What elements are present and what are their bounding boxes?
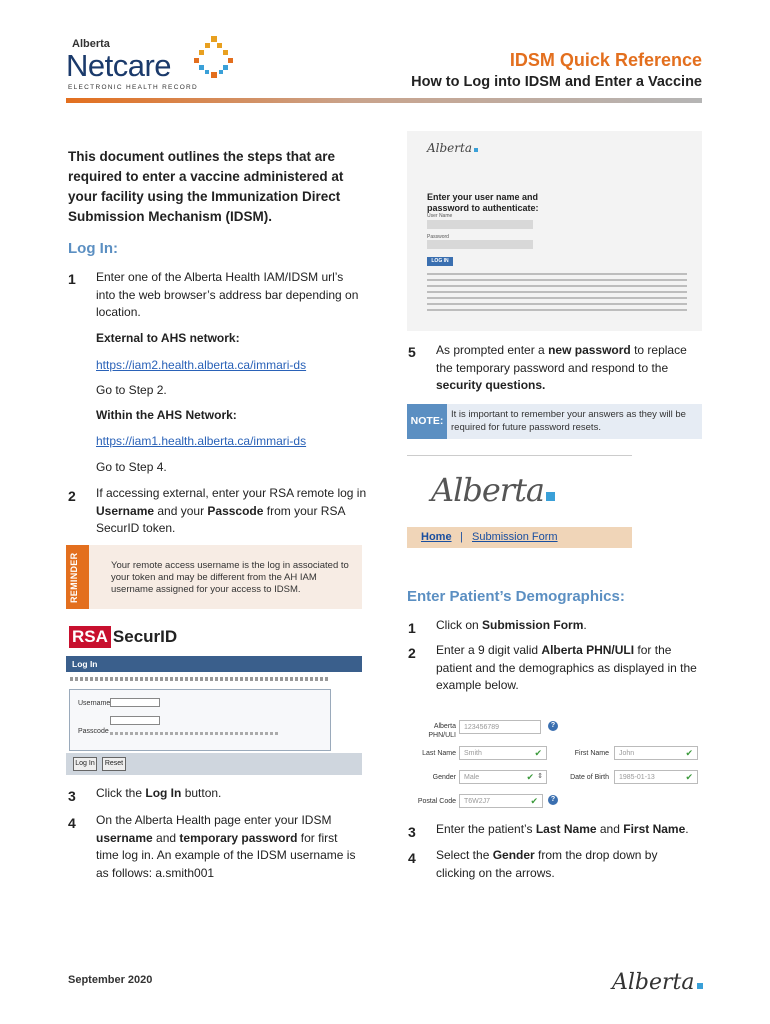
login-heading: Log In: — [68, 240, 118, 257]
step-number: 1 — [68, 271, 76, 287]
dob-input[interactable]: 1985-01-13 ✔ — [614, 770, 698, 784]
check-icon: ✔ — [685, 748, 693, 758]
step-number: 2 — [68, 488, 76, 504]
note-label: NOTE: — [407, 404, 447, 439]
auth-username-input[interactable] — [427, 220, 533, 229]
rsa-username-input[interactable] — [110, 698, 160, 707]
nav-bar: Home | Submission Form — [407, 527, 632, 548]
auth-login-button[interactable]: LOG IN — [427, 257, 453, 266]
intro-paragraph: This document outlines the steps that are required to enter a vaccine administered at your facility using the Immunization Direct Submission Mechanism (IDSM). — [68, 149, 344, 224]
check-icon: ✔ — [526, 772, 534, 782]
external-url-link[interactable]: https://iam2.health.alberta.ca/immari-ds — [96, 358, 307, 372]
rsa-logo: RSA SecurID — [69, 625, 177, 649]
last-name-input[interactable]: Smith ✔ — [459, 746, 547, 760]
logo-province: Alberta — [72, 38, 110, 50]
goto-step2: Go to Step 2. — [96, 383, 167, 397]
reminder-text: Your remote access username is the log in associated to your token and may be different from the AH IAM username assigned for your access to IDSM. — [111, 560, 349, 595]
login-step3-text: Click the Log In button. — [96, 786, 222, 800]
header-divider — [66, 98, 702, 103]
demo-step3-text: Enter the patient’s Last Name and First Name. — [436, 822, 689, 836]
auth-screenshot: Alberta Enter your user name and password to authenticate: User Name Password LOG IN — [407, 131, 702, 331]
rsa-panel-header: Log In — [66, 656, 362, 672]
help-icon[interactable]: ? — [548, 721, 558, 731]
check-icon: ✔ — [530, 796, 538, 806]
check-icon: ✔ — [685, 772, 693, 782]
login-step2-text: If accessing external, enter your RSA remote log in Username and your Passcode from your RSA SecurID token. — [96, 486, 367, 535]
gender-select[interactable]: Male ✔ ⇕ — [459, 770, 547, 784]
note-callout — [407, 404, 702, 439]
phn-input[interactable]: 123456789 — [459, 720, 541, 734]
step-number: 3 — [408, 824, 416, 840]
postal-code-input[interactable]: T6W2J7 ✔ — [459, 794, 543, 808]
login-step1-text: Enter one of the Alberta Health IAM/IDSM url’s into the web browser’s address bar depending on location. — [96, 270, 359, 319]
help-icon[interactable]: ? — [548, 795, 558, 805]
netcare-logo — [66, 38, 246, 98]
nav-submission-form-link[interactable]: Submission Form — [472, 531, 558, 543]
rsa-login-screenshot — [66, 625, 362, 775]
step-number: 4 — [408, 850, 416, 866]
auth-password-input[interactable] — [427, 240, 533, 249]
step5-text: As prompted enter a new password to replace the temporary password and respond to the security questions. — [436, 343, 687, 392]
rsa-passcode-input[interactable] — [110, 716, 160, 725]
rsa-reset-button[interactable]: Reset — [102, 757, 126, 771]
nav-alberta-logo: Alberta — [431, 471, 555, 509]
dropdown-arrows-icon: ⇕ — [537, 773, 543, 780]
first-name-input[interactable]: John ✔ — [614, 746, 698, 760]
check-icon: ✔ — [534, 748, 542, 758]
rsa-login-button[interactable]: Log In — [73, 757, 97, 771]
login-step4-text: On the Alberta Health page enter your IDSM username and temporary password for first time log in. An example of the IDSM username is as follows: a.smith001 — [96, 813, 356, 880]
reminder-tab: REMINDER — [66, 545, 89, 609]
demo-step4-text: Select the Gender from the drop down by clicking on the arrows. — [436, 848, 658, 880]
doc-subtitle: How to Log into IDSM and Enter a Vaccine — [411, 74, 702, 90]
note-text: It is important to remember your answers as they will be required for future password resets. — [451, 409, 686, 433]
goto-step4: Go to Step 4. — [96, 460, 167, 474]
auth-logo: Alberta — [427, 141, 478, 155]
logo-name: Netcare — [66, 48, 172, 83]
step-number: 1 — [408, 620, 416, 636]
step-number: 2 — [408, 645, 416, 661]
demographics-form-screenshot: Alberta PHN/ULI 123456789 ? Last Name Smith ✔ First Name John ✔ Gender Male ✔ ⇕ Date of Birth 1985-01-13 ✔ Postal Code T6W2J7 ✔ ? — [404, 716, 704, 816]
step-number: 3 — [68, 788, 76, 804]
step-number: 4 — [68, 815, 76, 831]
step-number: 5 — [408, 344, 416, 360]
demo-step2-text: Enter a 9 digit valid Alberta PHN/ULI for the patient and the demographics as displayed in the example below. — [436, 643, 697, 692]
logo-subtitle: ELECTRONIC HEALTH RECORD — [68, 84, 199, 91]
external-label: External to AHS network: — [96, 331, 240, 345]
footer-alberta-logo: Alberta — [612, 970, 703, 995]
nav-screenshot — [407, 455, 632, 548]
reminder-callout — [66, 545, 362, 609]
doc-title: IDSM Quick Reference — [509, 50, 702, 70]
demographics-heading: Enter Patient’s Demographics: — [407, 588, 625, 605]
rsa-form: Username Passcode — [69, 689, 331, 751]
nav-home-link[interactable]: Home — [421, 531, 452, 543]
internal-url-link[interactable]: https://iam1.health.alberta.ca/immari-ds — [96, 434, 307, 448]
demo-step1-text: Click on Submission Form. — [436, 618, 587, 632]
auth-prompt: Enter your user name and password to authenticate: — [427, 192, 539, 213]
internal-label: Within the AHS Network: — [96, 408, 237, 422]
footer-date: September 2020 — [68, 974, 153, 986]
netcare-emblem-icon — [191, 34, 239, 86]
